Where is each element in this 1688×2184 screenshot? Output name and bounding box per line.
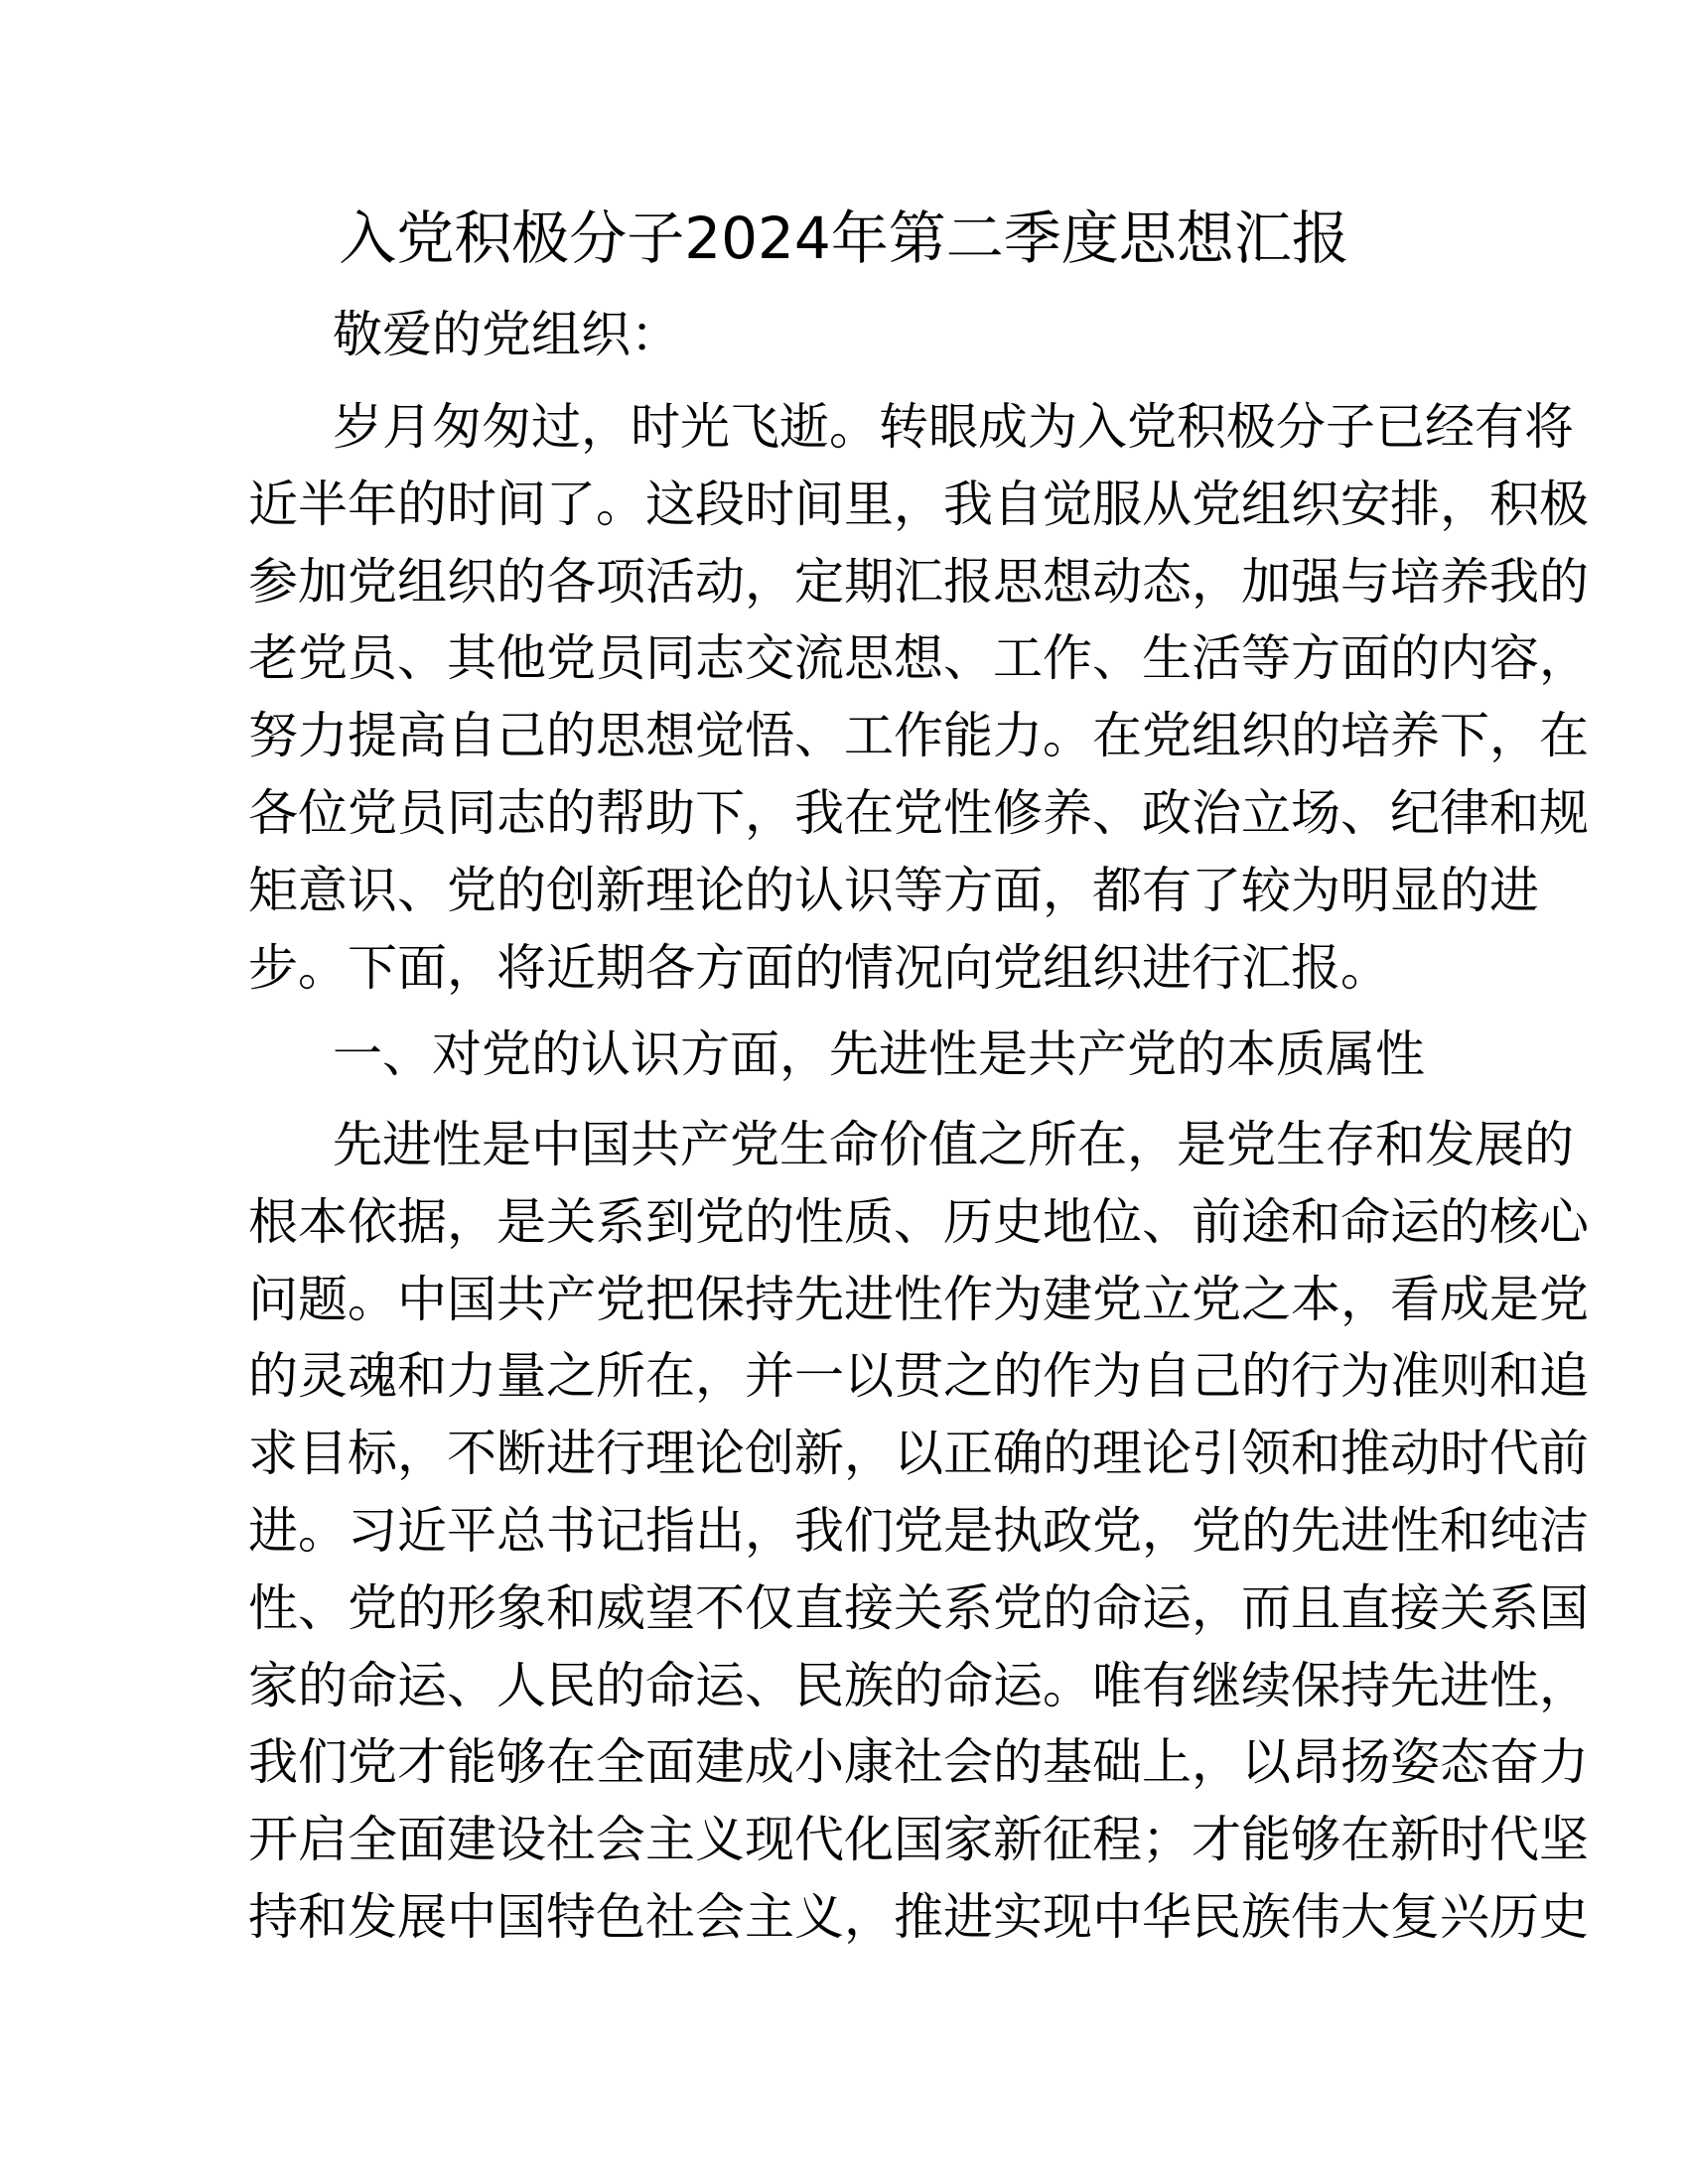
- paragraph-line: 努力提高自己的思想觉悟、工作能力。在党组织的培养下，在: [248, 707, 1589, 765]
- salutation-block: [248, 297, 1426, 374]
- paragraph-line: 进。习近平总书记指出，我们党是执政党，党的先进性和纯洁: [248, 1501, 1589, 1560]
- salutation: 敬爱的党组织：: [333, 306, 680, 363]
- paragraph-line: 步。下面，将近期各方面的情况向党组织进行汇报。: [248, 938, 1390, 997]
- paragraph-line: 性、党的形象和威望不仅直接关系党的命运，而且直接关系国: [248, 1578, 1589, 1637]
- section-heading-block: [248, 1017, 1426, 1094]
- paragraph-line: 持和发展中国特色社会主义，推进实现中华民族伟大复兴历史: [248, 1887, 1589, 1946]
- document-title: 入党积极分子2024年第二季度思想汇报: [339, 205, 1349, 272]
- paragraph-line: 根本依据，是关系到党的性质、历史地位、前途和命运的核心: [248, 1192, 1589, 1251]
- paragraph-2: [248, 1107, 1589, 1957]
- paragraph-line: 参加党组织的各项活动，定期汇报思想动态，加强与培养我的: [248, 552, 1589, 611]
- paragraph-line: 老党员、其他党员同志交流思想、工作、生活等方面的内容，: [248, 629, 1589, 688]
- paragraph-line: 求目标，不断进行理论创新，以正确的理论引领和推动时代前: [248, 1425, 1589, 1483]
- paragraph-line: 开启全面建设社会主义现代化国家新征程；才能够在新时代坚: [248, 1811, 1589, 1869]
- paragraph-line: 我们党才能够在全面建成小康社会的基础上，以昂扬姿态奋力: [248, 1733, 1589, 1792]
- paragraph-line: 的灵魂和力量之所在，并一以贯之的作为自己的行为准则和追: [248, 1347, 1589, 1406]
- section-heading: 一、对党的认识方面，先进性是共产党的本质属性: [333, 1025, 1425, 1083]
- paragraph-line: 先进性是中国共产党生命价值之所在，是党生存和发展的: [333, 1116, 1574, 1173]
- paragraph-1: [248, 389, 1589, 1007]
- paragraph-line: 矩意识、党的创新理论的认识等方面，都有了较为明显的进: [248, 861, 1539, 919]
- paragraph-line: 近半年的时间了。这段时间里，我自觉服从党组织安排，积极: [248, 475, 1589, 533]
- paragraph-line: 岁月匆匆过，时光飞逝。转眼成为入党积极分子已经有将: [333, 398, 1574, 456]
- paragraph-line: 家的命运、人民的命运、民族的命运。唯有继续保持先进性，: [248, 1656, 1589, 1714]
- paragraph-line: 问题。中国共产党把保持先进性作为建党立党之本，看成是党: [248, 1270, 1589, 1328]
- paragraph-line: 各位党员同志的帮助下，我在党性修养、政治立场、纪律和规: [248, 783, 1589, 842]
